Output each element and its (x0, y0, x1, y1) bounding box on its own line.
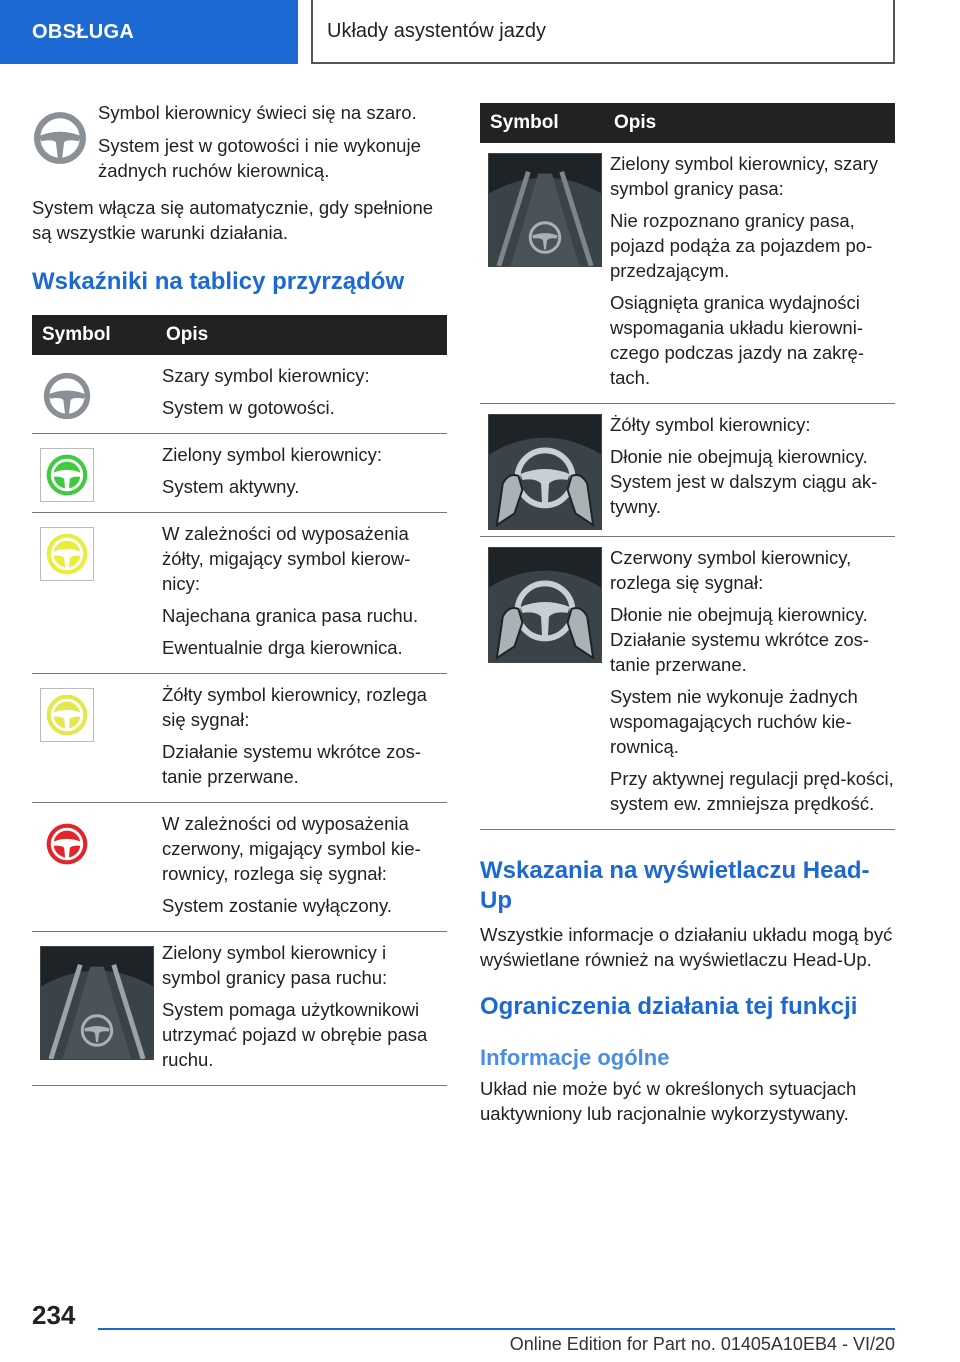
table-row (32, 434, 447, 513)
description-line: Czerwony symbol kierownicy, rozlega się sygnał: (610, 547, 852, 593)
left-column (32, 100, 447, 1086)
table-row (480, 537, 895, 830)
description-line: Przy aktywnej regulacji pręd-kości, system ew. zmniejsza prędkość. (610, 768, 894, 814)
general-paragraph: Układ nie może być w określonych sytuacjach uaktywniony lub racjonalnie wykorzystywany. (480, 1078, 857, 1124)
description-line: Dłonie nie obejmują kierownicy. Działanie systemu wkrótce zos-tanie przerwane. (610, 604, 870, 675)
col-header-description: Opis (156, 315, 447, 355)
description-line: Zielony symbol kierownicy, szary symbol granicy pasa: (610, 153, 878, 199)
steering-wheel-gray-icon (32, 100, 98, 191)
table-row (32, 513, 447, 674)
heading-general-info: Informacje ogólne (480, 1045, 670, 1070)
hands-on-wheel-red-icon (488, 547, 602, 663)
col-header-symbol: Symbol (32, 315, 156, 355)
edition-note: Online Edition for Part no. 01405A10EB4 - VI/20 (509, 1334, 895, 1354)
description-line: Żółty symbol kierownicy, rozlega się sygnał: (162, 684, 427, 730)
description-line: System pomaga użytkownikowi utrzymać pojazd w obrębie pasa ruchu. (162, 999, 428, 1070)
description-line: System nie wykonuje żadnych wspomagających ruchów kie-rownicą. (610, 686, 858, 757)
right-column (480, 103, 895, 1134)
table-row (32, 932, 447, 1086)
description-line: W zależności od wyposażenia czerwony, migający symbol kie-rownicy, rozlega się sygnał: (162, 813, 421, 884)
intro-block (32, 100, 447, 191)
col-header-symbol: Symbol (480, 103, 604, 143)
heading-hud: Wskazania na wyświetlaczu Head-Up (480, 857, 870, 914)
col-header-description: Opis (604, 103, 895, 143)
description-line: System w gotowości. (162, 397, 335, 418)
table-row (32, 674, 447, 803)
heading-instrument-indicators: Wskaźniki na tablicy przyrządów (32, 268, 405, 295)
description-line: Zielony symbol kierownicy i symbol granicy pasa ruchu: (162, 942, 388, 988)
description-line: Nie rozpoznano granicy pasa, pojazd podąża za pojazdem po-przedzającym. (610, 210, 873, 281)
steering-wheel-green-icon (40, 448, 94, 502)
steering-wheel-yellow-icon (40, 527, 94, 581)
description-line: Zielony symbol kierownicy: (162, 444, 383, 465)
description-line: Dłonie nie obejmują kierownicy. System jest w dalszym ciągu ak-tywny. (610, 446, 878, 517)
description-line: W zależności od wyposażenia żółty, migający symbol kierow-nicy: (162, 523, 411, 594)
section-tab: OBSŁUGA (0, 0, 298, 64)
table-row (480, 404, 895, 537)
description-line: Szary symbol kierownicy: (162, 365, 370, 386)
footer-divider (98, 1328, 895, 1330)
table-row (480, 143, 895, 404)
description-line: Osiągnięta granica wydajności wspomagania układu kierowni-czego podczas jazdy na zakrę-tach. (610, 292, 864, 388)
description-line: System aktywny. (162, 476, 300, 497)
description-line: Ewentualnie drga kierownica. (162, 637, 403, 658)
description-line: Żółty symbol kierownicy: (610, 414, 811, 435)
description-line: System zostanie wyłączony. (162, 895, 392, 916)
chapter-title: Układy asystentów jazdy (311, 0, 895, 64)
intro-line: Symbol kierownicy świeci się na szaro. (98, 102, 417, 123)
steering-wheel-gray-icon (40, 369, 94, 423)
steering-wheel-red-icon (40, 817, 94, 871)
hands-on-wheel-yellow-icon (488, 414, 602, 530)
indicator-table (32, 315, 447, 1086)
table-row (32, 803, 447, 932)
lane-boundary-gray-icon (488, 153, 602, 267)
indicator-table-continued (480, 103, 895, 830)
lane-boundary-green-wheel-icon (40, 946, 154, 1060)
page-number: 234 (32, 1300, 76, 1330)
table-row (32, 355, 447, 434)
intro-line: System jest w gotowości i nie wykonuje żadnych ruchów kierownicą. (98, 135, 421, 181)
description-line: Działanie systemu wkrótce zos-tanie przerwane. (162, 741, 422, 787)
hud-paragraph: Wszystkie informacje o działaniu układu mogą być wyświetlane również na wyświetlaczu Head-Up. (480, 924, 893, 970)
heading-limits: Ograniczenia działania tej funkcji (480, 993, 858, 1020)
steering-wheel-yellow-icon (40, 688, 94, 742)
activation-paragraph: System włącza się automatycznie, gdy spełnione są wszystkie warunki działania. (32, 197, 434, 243)
description-line: Najechana granica pasa ruchu. (162, 605, 419, 626)
